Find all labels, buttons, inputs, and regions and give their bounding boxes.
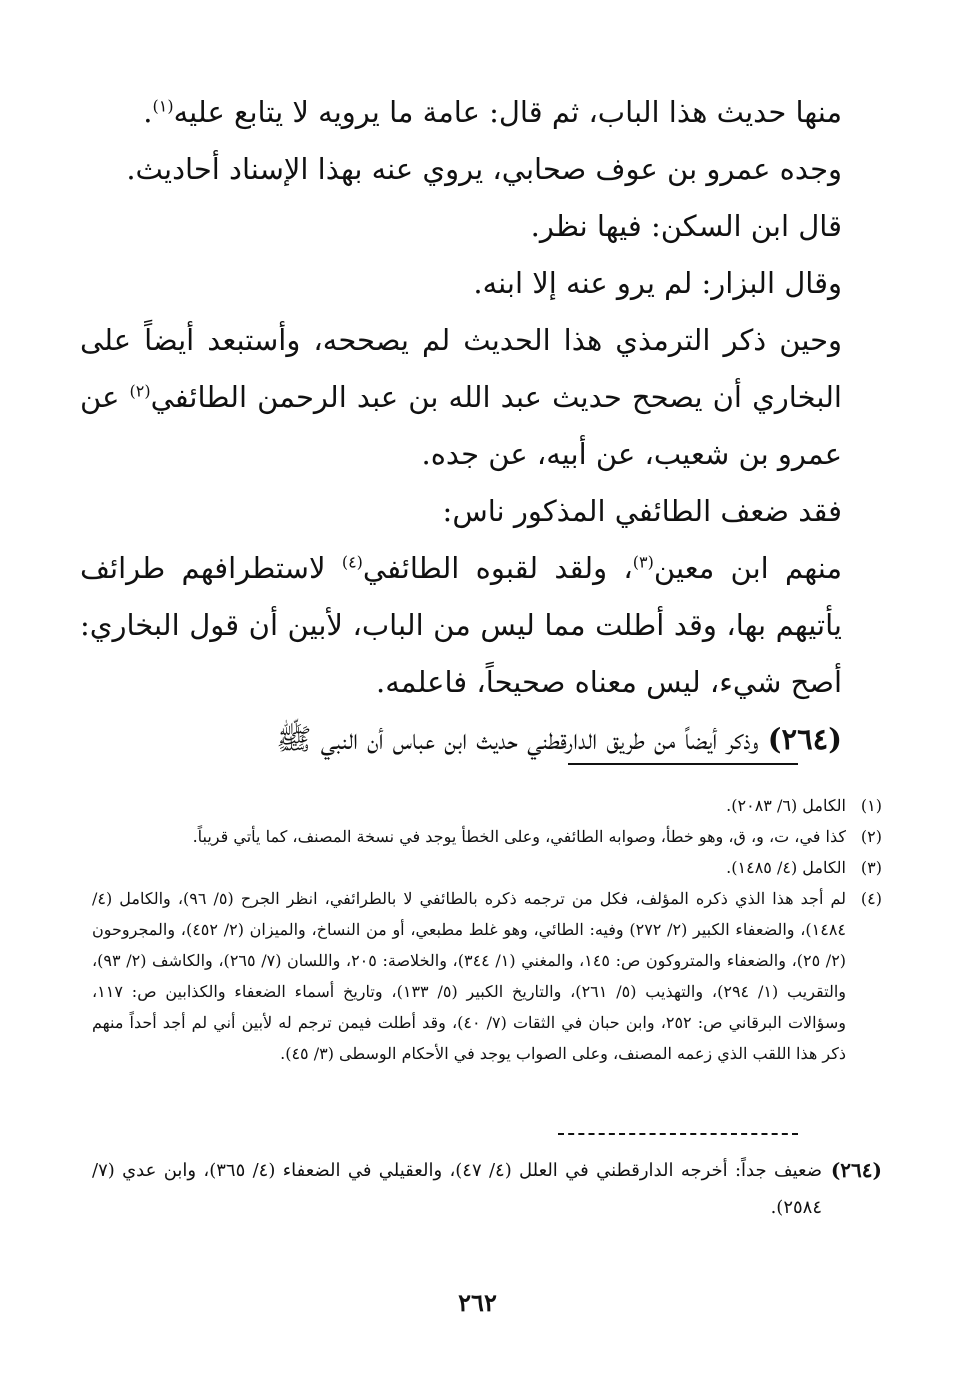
footnote-4 (92, 883, 882, 1069)
footnote-2 (92, 821, 882, 852)
paragraph-1-text: منها حديث هذا الباب، ثم قال: عامة ما يرويه لا يتابع عليه (173, 95, 842, 129)
footnote-number: (٢) (860, 827, 882, 846)
paragraph-3: قال ابن السكن: فيها نظر. (530, 209, 842, 243)
hadith-note-text: ضعيف جداً: أخرجه الدارقطني في العلل (٤/ ٤٧)، والعقيلي في الضعفاء (٤/ ٣٦٥)، وابن عدي (٧/ ٢٥٨٤). (92, 1160, 822, 1218)
paragraph-7-text-b: ، ولقد لقبوه الطائفي (362, 551, 633, 585)
footnote-ref-2[interactable]: (٢) (129, 381, 151, 401)
hadith-note (92, 1152, 882, 1226)
footnotes (92, 790, 882, 1069)
hadith-note-separator (558, 1133, 798, 1135)
paragraph-5 (80, 312, 880, 483)
footnote-ref-3[interactable]: (٣) (632, 552, 654, 572)
hadith-number: (٢٦٤) (767, 722, 842, 756)
paragraph-5-text-a: وحين ذكر الترمذي هذا الحديث لم يصححه، وأستبعد أيضاً على البخاري أن يصحح حديث عبد الله بن عبد الرحمن الطائفي (80, 323, 842, 414)
page-number: ٢٦٢ (458, 1288, 497, 1317)
paragraph-1 (80, 84, 880, 141)
paragraph-8-text: وذكر أيضاً من طريق الدارقطني حديث ابن عباس أن النبي ﷺ (276, 722, 768, 756)
paragraph-2: وجده عمرو بن عوف صحابي، يروي عنه بهذا الإسناد أحاديث. (126, 152, 842, 186)
paragraph-7-text-a: منهم ابن معين (653, 551, 842, 585)
paragraph-1-end: . (143, 95, 153, 129)
footnote-number: (١) (860, 796, 882, 815)
hadith-note-number: (٢٦٤) (830, 1158, 882, 1182)
footnote-separator (568, 763, 798, 765)
paragraph-5-text-b: عن عمرو بن شعيب، عن أبيه، عن جده. (80, 380, 842, 471)
footnote-text: كذا في، ت، و، ق، وهو خطأ، وصوابه الطائفي، وعلى الخطأ يوجد في نسخة المصنف، كما يأتي قريباً. (192, 827, 846, 846)
paragraph-7-text-c: لاستطرافهم طرائف يأتيهم بها، وقد أطلت مما ليس من الباب، لأبين أن قول البخاري: أصح شيء، ليس معناه صحيحاً، فاعلمه. (80, 551, 842, 699)
paragraph-6: فقد ضعف الطائفي المذكور ناس: (442, 494, 842, 528)
footnote-text: لم أجد هذا الذي ذكره المؤلف، فكل من ترجمه ذكره بالطائفي لا بالطرائفي، انظر الجرح (٥/ ٩٦)، والكامل (٤/ ١٤٨٤)، والضعفاء الكبير (٢/ ٢٧٢) وفيه: الطائي، وهو غلط مطبعي، أو من النساخ، والميزان (٢/ ٤٥٢)، والمجروحون (٢/ ٢٥)، والضعفاء والمتروكون ص: ١٤٥، والمغني (١/ ٣٤٤)، والخلاصة: ٢٠٥، واللسان (٧/ ٢٦٥)، والكاشف (٢/ ٩٣)، والتقريب (١/ ٢٩٤)، والتهذيب (٥/ ٢٦١)، والتاريخ الكبير (٥/ ١٣٣)، وتاريخ أسماء الضعفاء والكذابين ص: ١١٧، وسؤالات البرقاني ص: ٢٥٢، وابن حبان في الثقات (٧/ ٤٠)، وقد أطلت فيمن ترجم له لأبين أني لم أجد أحداً منهم ذكر هذا اللقب الذي زعمه المصنف، وعلى الصواب يوجد في الأحكام الوسطى (٣/ ٤٥). (92, 889, 847, 1063)
footnote-ref-4[interactable]: (٤) (341, 552, 363, 572)
paragraph-4: وقال البزار: لم يرو عنه إلا ابنه. (473, 266, 842, 300)
paragraph-8 (80, 711, 880, 768)
footnote-1 (92, 790, 882, 821)
footnote-number: (٣) (860, 858, 882, 877)
footnote-text: الكامل (٦/ ٢٠٨٣). (726, 796, 846, 815)
hadith-note-item (92, 1152, 882, 1226)
footnote-text: الكامل (٤/ ١٤٨٥). (726, 858, 846, 877)
footnote-ref-1[interactable]: (١) (152, 96, 174, 116)
main-text (80, 84, 880, 768)
footnote-number: (٤) (860, 889, 882, 908)
paragraph-7 (80, 540, 880, 711)
footnote-3 (92, 852, 882, 883)
